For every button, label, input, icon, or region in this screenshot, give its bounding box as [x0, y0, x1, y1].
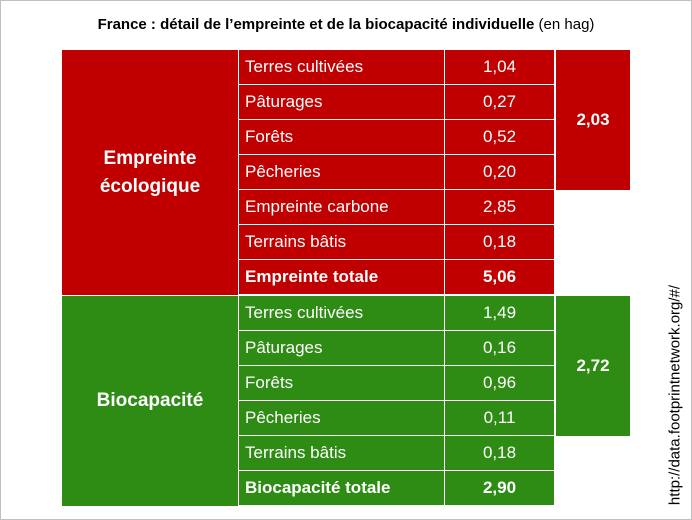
title-unit: (en hag)	[538, 16, 595, 33]
row-label: Terres cultivées	[238, 50, 444, 85]
row-label: Pâturages	[238, 331, 444, 366]
row-value: 2,85	[444, 190, 554, 225]
footprint-category-label: Empreinte écologique	[62, 50, 238, 295]
row-value: 0,18	[444, 436, 554, 471]
row-label: Pêcheries	[238, 155, 444, 190]
row-value: 0,52	[444, 120, 554, 155]
row-label: Pêcheries	[238, 401, 444, 436]
row-label: Pâturages	[238, 85, 444, 120]
total-label: Biocapacité totale	[238, 471, 444, 506]
total-value: 2,90	[444, 471, 554, 506]
row-value: 0,96	[444, 366, 554, 401]
row-value: 0,27	[444, 85, 554, 120]
row-value: 0,20	[444, 155, 554, 190]
row-value: 0,16	[444, 331, 554, 366]
row-value: 1,04	[444, 50, 554, 85]
row-label: Terres cultivées	[238, 296, 444, 331]
title-main: France : détail de l’empreinte et de la biocapacité individuelle	[97, 16, 535, 33]
row-label: Terrains bâtis	[238, 225, 444, 260]
footprint-subtotal: 2,03	[556, 50, 630, 190]
total-label: Empreinte totale	[238, 260, 444, 295]
row-label: Empreinte carbone	[238, 190, 444, 225]
biocapacity-subtotal: 2,72	[556, 296, 630, 436]
source-url: http://data.footprintnetwork.org/#/	[666, 284, 684, 506]
footprint-block	[62, 50, 630, 295]
row-value: 0,18	[444, 225, 554, 260]
row-label: Forêts	[238, 120, 444, 155]
biocapacity-block	[62, 296, 630, 506]
row-value: 0,11	[444, 401, 554, 436]
table-title	[0, 16, 692, 40]
row-value: 1,49	[444, 296, 554, 331]
row-label: Terrains bâtis	[238, 436, 444, 471]
total-value: 5,06	[444, 260, 554, 295]
biocapacity-category-label: Biocapacité	[62, 296, 238, 506]
row-label: Forêts	[238, 366, 444, 401]
